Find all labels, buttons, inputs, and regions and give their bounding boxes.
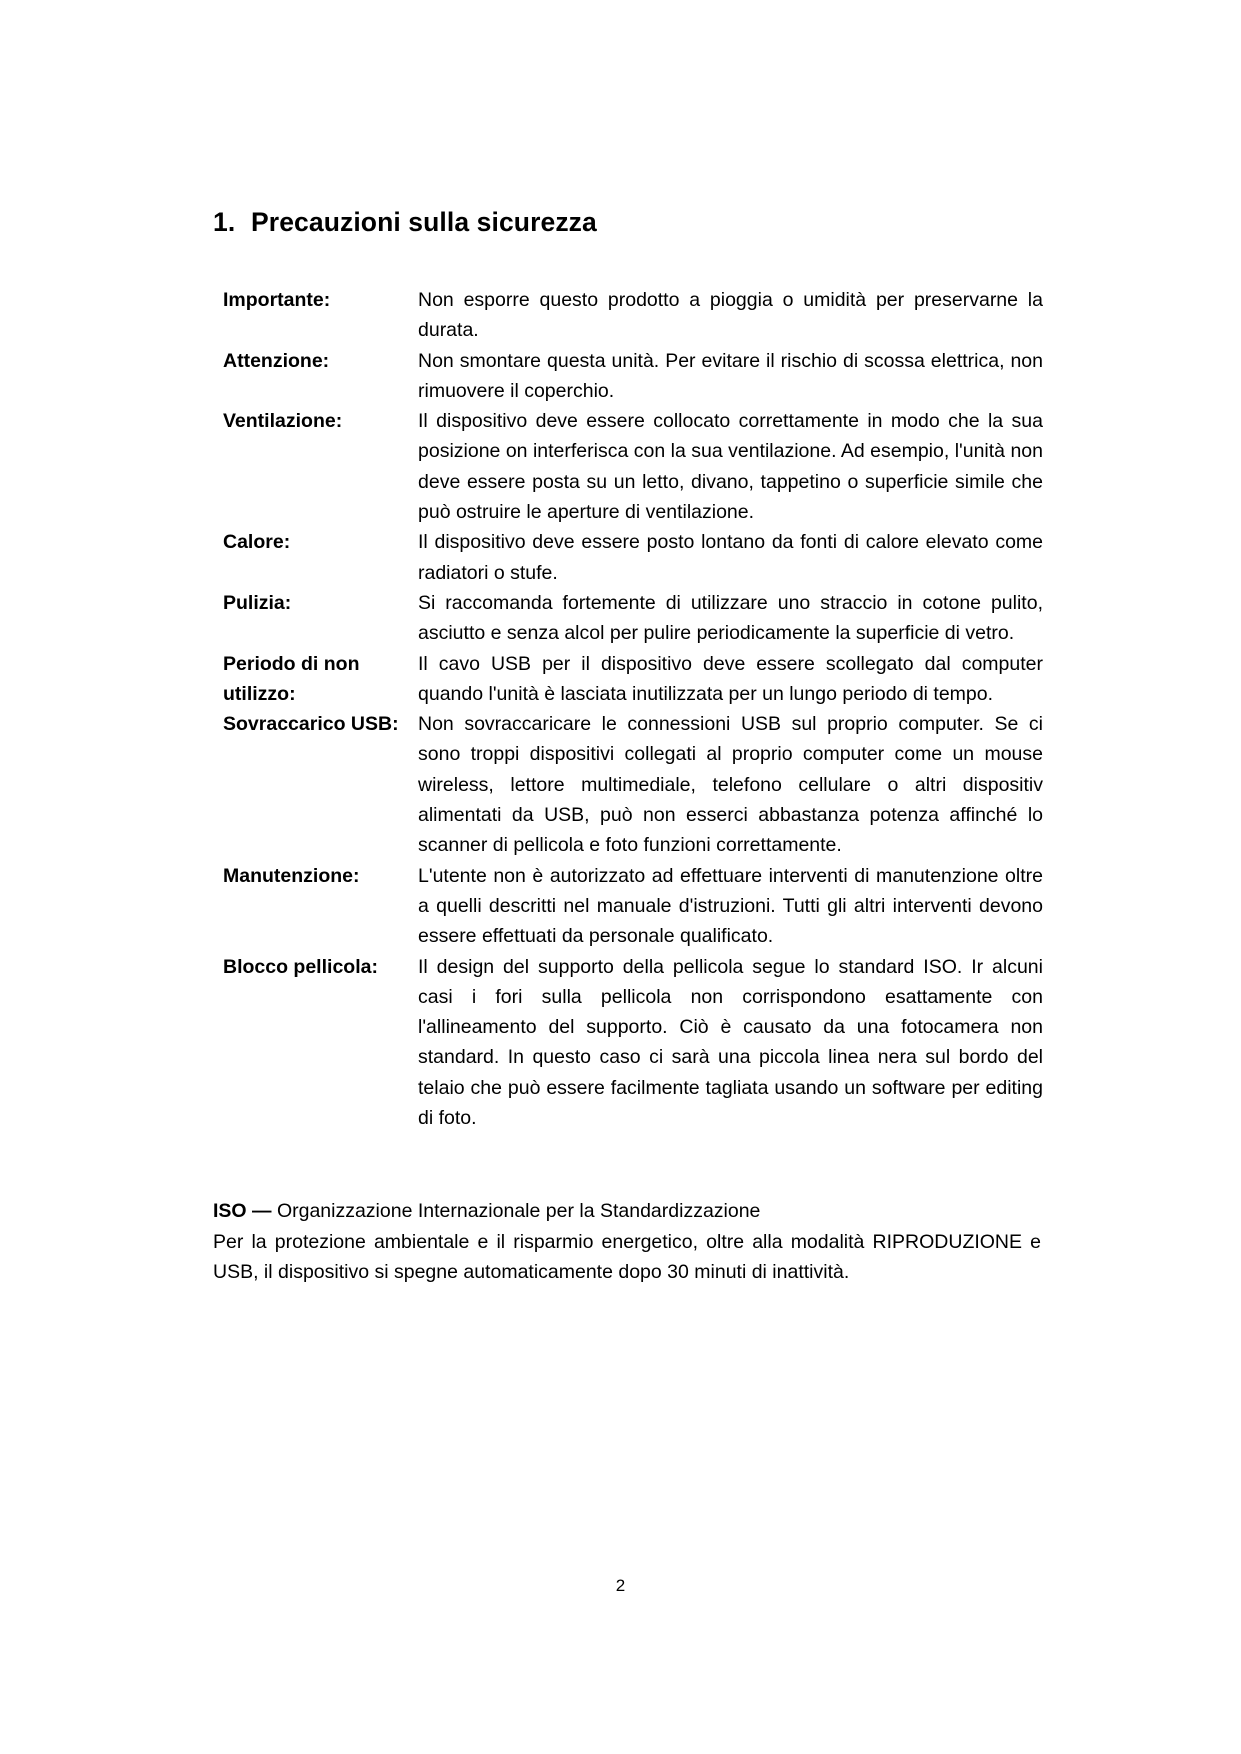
precaution-label: Pulizia: xyxy=(223,591,292,614)
precaution-label: Ventilazione: xyxy=(223,410,343,433)
precaution-row xyxy=(223,588,1043,649)
precaution-row xyxy=(223,406,1043,527)
precaution-text: Il cavo USB per il dispositivo deve essere scollegato dal computer quando l'unità è lasciata inutilizzata per un lungo periodo di tempo. xyxy=(418,652,1043,705)
precautions-list xyxy=(223,285,1043,1133)
precaution-row xyxy=(223,527,1043,588)
precaution-text: Non smontare questa unità. Per evitare il rischio di scossa elettrica, non rimuovere il coperchio. xyxy=(418,349,1043,402)
precaution-row xyxy=(223,649,1043,710)
iso-definition: Organizzazione Internazionale per la Standardizzazione xyxy=(276,1200,761,1222)
precaution-label: Attenzione: xyxy=(223,349,330,372)
precaution-row xyxy=(223,952,1043,1134)
precaution-text: Si raccomanda fortemente di utilizzare uno straccio in cotone pulito, asciutto e senza alcol per pulire periodicamente la superficie di vetro. xyxy=(418,591,1043,645)
precaution-text: Il dispositivo deve essere collocato correttamente in modo che la sua posizione on interferisca con la sua ventilazione. Ad esempio, l'unità non deve essere posta su un letto, divano, tappetino o superficie simile che può ostruire le aperture di ventilazione. xyxy=(418,410,1043,524)
energy-note: Per la protezione ambientale e il risparmio energetico, oltre alla modalità RIPRODUZIONE e USB, il dispositivo si spegne automaticamente dopo 30 minuti di inattività. xyxy=(213,1230,1041,1283)
precaution-row xyxy=(223,346,1043,407)
precaution-label: Periodo di non utilizzo: xyxy=(223,652,360,705)
page-number: 2 xyxy=(615,1576,626,1595)
section-number: 1. xyxy=(213,207,236,237)
precaution-label: Importante: xyxy=(223,289,331,311)
precaution-label: Manutenzione: xyxy=(223,864,360,887)
precaution-text: Il dispositivo deve essere posto lontano da fonti di calore elevato come radiatori o stufe. xyxy=(418,531,1043,584)
precaution-text: Il design del supporto della pellicola segue lo standard ISO. Ir alcuni casi i fori sulla pellicola non corrispondono esattamente con l'allineamento del supporto. Ciò è causato da una fotocamera non standard. In questo caso ci sarà una piccola linea nera sul bordo del telaio che può essere facilmente tagliata usando un software per editing di foto. xyxy=(418,955,1043,1130)
precaution-row xyxy=(223,285,1043,346)
precaution-label: Calore: xyxy=(223,531,291,554)
precaution-text: Non esporre questo prodotto a pioggia o umidità per preservarne la durata. xyxy=(418,289,1043,342)
section-title-text: Precauzioni sulla sicurezza xyxy=(251,207,597,237)
precaution-label: Sovraccarico USB: xyxy=(223,713,399,736)
notes-block xyxy=(213,1196,1041,1288)
precaution-row xyxy=(223,861,1043,952)
precaution-label: Blocco pellicola: xyxy=(223,955,378,978)
iso-note xyxy=(213,1196,1041,1227)
precaution-text: L'utente non è autorizzato ad effettuare interventi di manutenzione oltre a quelli descritti nel manuale d'istruzioni. Tutti gli altri interventi devono essere effettuati da personale qualificato. xyxy=(418,864,1043,948)
section-title xyxy=(213,207,597,238)
iso-abbreviation: ISO — xyxy=(213,1200,272,1222)
precaution-row xyxy=(223,709,1043,860)
precaution-text: Non sovraccaricare le connessioni USB sul proprio computer. Se ci sono troppi dispositivi collegati al proprio computer come un mouse wireless, lettore multimediale, telefono cellulare o altri dispositiv alimentati da USB, può non esserci abbastanza potenza affinché lo scanner di pellicola e foto funzioni correttamente. xyxy=(418,713,1043,857)
